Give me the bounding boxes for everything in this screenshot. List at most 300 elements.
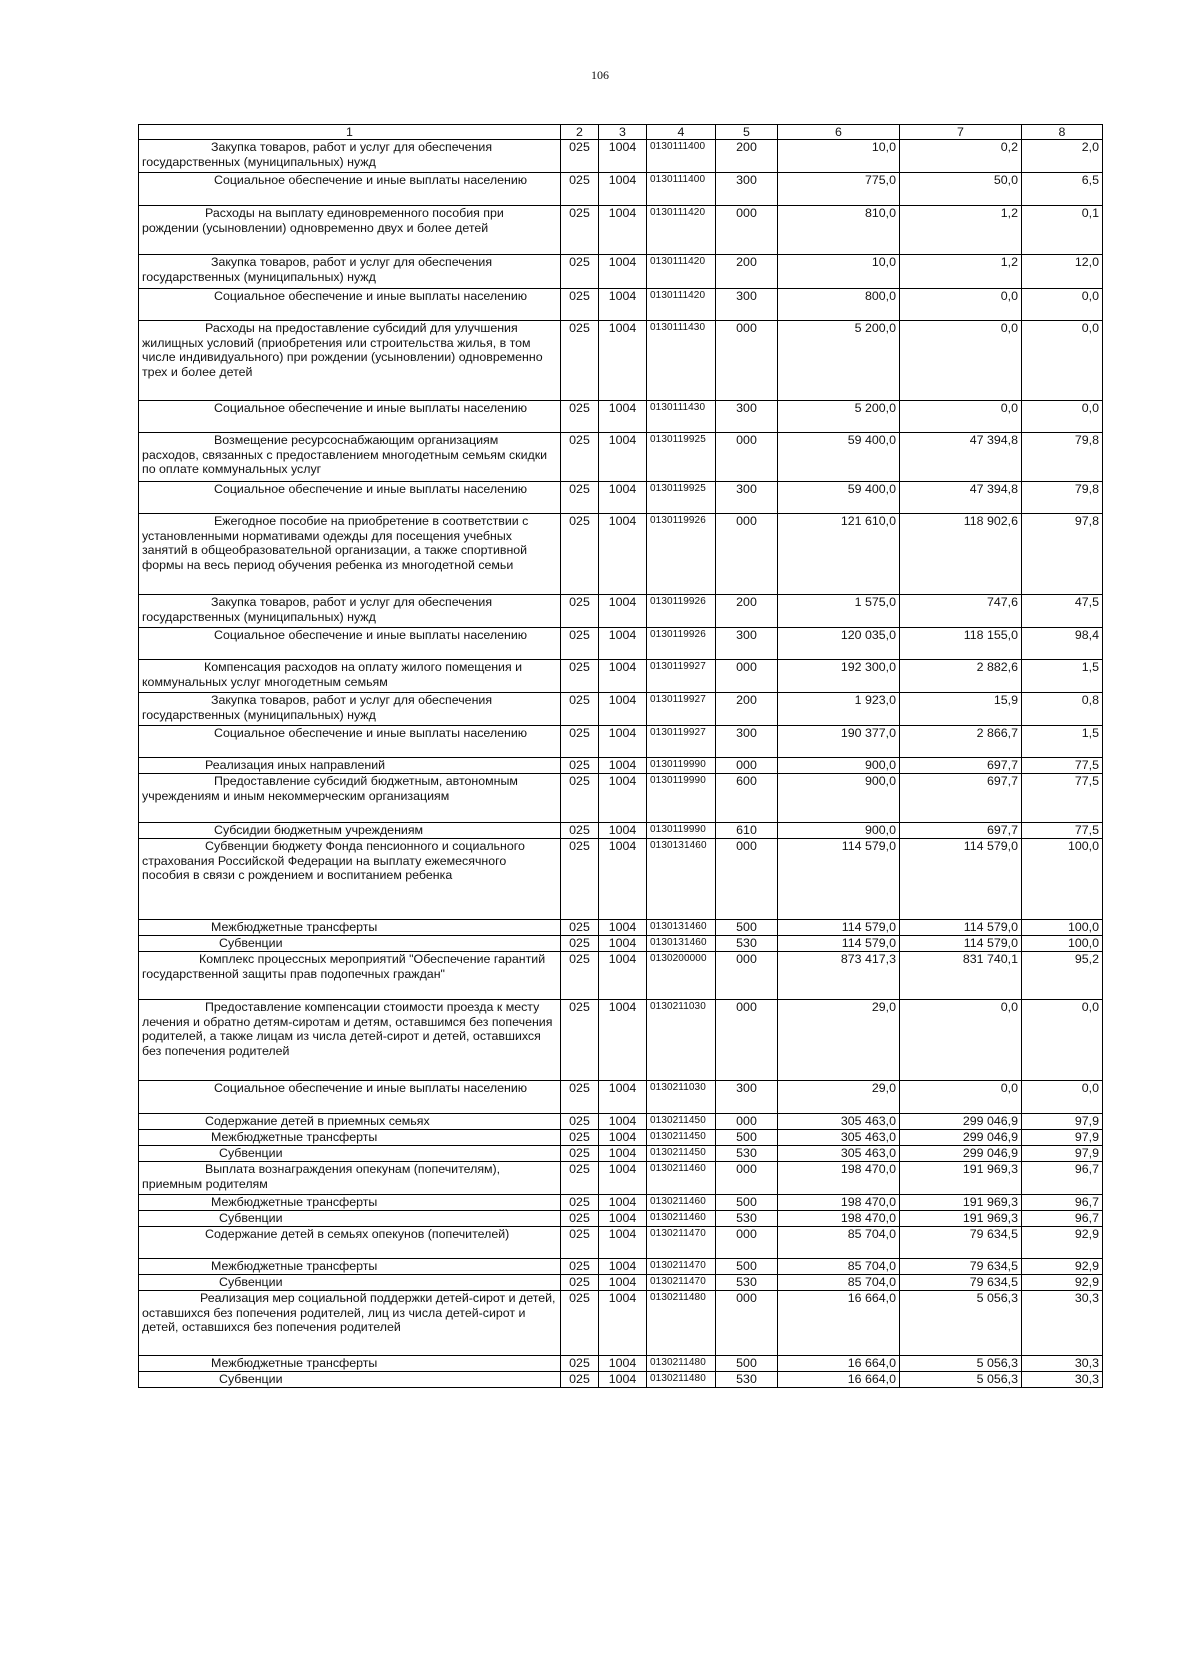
cell-col-5: 530	[716, 1146, 778, 1162]
cell-col-7: 299 046,9	[900, 1130, 1022, 1146]
table-row	[139, 952, 1103, 1000]
table-row	[139, 206, 1103, 255]
table-row	[139, 823, 1103, 839]
table-row	[139, 595, 1103, 628]
cell-col-3: 1004	[599, 595, 647, 628]
table-row	[139, 1259, 1103, 1275]
cell-col-2: 025	[561, 433, 599, 482]
row-description: Межбюджетные трансферты	[139, 920, 561, 936]
cell-col-6: 16 664,0	[778, 1291, 900, 1356]
cell-col-2: 025	[561, 823, 599, 839]
cell-col-3: 1004	[599, 920, 647, 936]
cell-col-6: 10,0	[778, 255, 900, 289]
cell-col-2: 025	[561, 1275, 599, 1291]
table-row	[139, 920, 1103, 936]
cell-col-8: 2,0	[1022, 140, 1103, 173]
budget-table	[138, 124, 1103, 1388]
table-row	[139, 1227, 1103, 1259]
cell-col-4: 0130119926	[647, 595, 716, 628]
cell-col-3: 1004	[599, 140, 647, 173]
cell-col-6: 5 200,0	[778, 321, 900, 401]
cell-col-4: 0130111400	[647, 173, 716, 206]
cell-col-6: 900,0	[778, 823, 900, 839]
table-row	[139, 726, 1103, 758]
cell-col-3: 1004	[599, 1211, 647, 1227]
cell-col-7: 47 394,8	[900, 433, 1022, 482]
row-description: Социальное обеспечение и иные выплаты населению	[139, 628, 561, 660]
cell-col-8: 0,8	[1022, 693, 1103, 726]
cell-col-8: 100,0	[1022, 936, 1103, 952]
table-row	[139, 774, 1103, 823]
cell-col-7: 15,9	[900, 693, 1022, 726]
cell-col-7: 79 634,5	[900, 1259, 1022, 1275]
cell-col-8: 92,9	[1022, 1259, 1103, 1275]
cell-col-4: 0130200000	[647, 952, 716, 1000]
row-description: Содержание детей в семьях опекунов (попечителей)	[139, 1227, 561, 1259]
cell-col-2: 025	[561, 1372, 599, 1388]
cell-col-5: 300	[716, 1081, 778, 1114]
row-description: Межбюджетные трансферты	[139, 1356, 561, 1372]
cell-col-6: 900,0	[778, 758, 900, 774]
cell-col-8: 47,5	[1022, 595, 1103, 628]
table-row	[139, 1000, 1103, 1081]
cell-col-6: 10,0	[778, 140, 900, 173]
cell-col-7: 118 902,6	[900, 514, 1022, 595]
row-description: Предоставление компенсации стоимости проезда к месту лечения и обратно детям-сиротам и детям, оставшимся без попечения родителей, а также лицам из числа детей-сирот и детей, оставшихся без попечения родителей	[139, 1000, 561, 1081]
cell-col-8: 100,0	[1022, 839, 1103, 920]
cell-col-6: 16 664,0	[778, 1372, 900, 1388]
cell-col-4: 0130131460	[647, 936, 716, 952]
column-header: 5	[716, 125, 778, 140]
cell-col-2: 025	[561, 401, 599, 433]
cell-col-7: 191 969,3	[900, 1162, 1022, 1195]
table-row	[139, 140, 1103, 173]
row-description: Возмещение ресурсоснабжающим организациям расходов, связанных с предоставлением многодетным семьям скидки по оплате коммунальных услуг	[139, 433, 561, 482]
cell-col-8: 96,7	[1022, 1211, 1103, 1227]
cell-col-3: 1004	[599, 774, 647, 823]
cell-col-4: 0130119925	[647, 433, 716, 482]
row-description: Субвенции бюджету Фонда пенсионного и социального страхования Российской Федерации на выплату ежемесячного пособия в связи с рождением и воспитанием ребенка	[139, 839, 561, 920]
cell-col-4: 0130211450	[647, 1114, 716, 1130]
cell-col-5: 610	[716, 823, 778, 839]
cell-col-7: 0,2	[900, 140, 1022, 173]
row-description: Социальное обеспечение и иные выплаты населению	[139, 1081, 561, 1114]
cell-col-2: 025	[561, 936, 599, 952]
row-description: Ежегодное пособие на приобретение в соответствии с установленными нормативами одежды для посещения учебных занятий в общеобразовательной организации, а также спортивной формы на весь период обучения ребенка из многодетной семьи	[139, 514, 561, 595]
cell-col-3: 1004	[599, 1372, 647, 1388]
cell-col-8: 77,5	[1022, 774, 1103, 823]
table-row	[139, 433, 1103, 482]
cell-col-2: 025	[561, 1356, 599, 1372]
cell-col-3: 1004	[599, 1195, 647, 1211]
cell-col-5: 000	[716, 1000, 778, 1081]
cell-col-7: 191 969,3	[900, 1195, 1022, 1211]
cell-col-3: 1004	[599, 1356, 647, 1372]
cell-col-7: 831 740,1	[900, 952, 1022, 1000]
cell-col-4: 0130119927	[647, 660, 716, 693]
cell-col-2: 025	[561, 952, 599, 1000]
cell-col-6: 120 035,0	[778, 628, 900, 660]
cell-col-4: 0130119990	[647, 758, 716, 774]
cell-col-4: 0130211460	[647, 1211, 716, 1227]
cell-col-6: 85 704,0	[778, 1275, 900, 1291]
cell-col-6: 900,0	[778, 774, 900, 823]
cell-col-6: 198 470,0	[778, 1211, 900, 1227]
cell-col-5: 000	[716, 758, 778, 774]
cell-col-5: 530	[716, 936, 778, 952]
cell-col-3: 1004	[599, 1130, 647, 1146]
cell-col-5: 530	[716, 1211, 778, 1227]
cell-col-2: 025	[561, 173, 599, 206]
cell-col-4: 0130211460	[647, 1195, 716, 1211]
cell-col-5: 500	[716, 1130, 778, 1146]
cell-col-7: 5 056,3	[900, 1372, 1022, 1388]
table-row	[139, 1081, 1103, 1114]
cell-col-7: 118 155,0	[900, 628, 1022, 660]
row-description: Субвенции	[139, 1372, 561, 1388]
cell-col-7: 79 634,5	[900, 1227, 1022, 1259]
cell-col-8: 0,0	[1022, 1000, 1103, 1081]
cell-col-2: 025	[561, 1146, 599, 1162]
page-number: 106	[591, 68, 609, 82]
cell-col-6: 114 579,0	[778, 920, 900, 936]
cell-col-3: 1004	[599, 693, 647, 726]
table-row	[139, 839, 1103, 920]
cell-col-2: 025	[561, 514, 599, 595]
cell-col-8: 97,9	[1022, 1130, 1103, 1146]
cell-col-4: 0130211030	[647, 1000, 716, 1081]
cell-col-4: 0130119926	[647, 514, 716, 595]
cell-col-3: 1004	[599, 1227, 647, 1259]
cell-col-8: 77,5	[1022, 823, 1103, 839]
cell-col-5: 300	[716, 726, 778, 758]
row-description: Содержание детей в приемных семьях	[139, 1114, 561, 1130]
cell-col-3: 1004	[599, 1081, 647, 1114]
cell-col-8: 6,5	[1022, 173, 1103, 206]
cell-col-3: 1004	[599, 433, 647, 482]
cell-col-3: 1004	[599, 173, 647, 206]
row-description: Субвенции	[139, 1146, 561, 1162]
table-row	[139, 1372, 1103, 1388]
row-description: Межбюджетные трансферты	[139, 1195, 561, 1211]
cell-col-3: 1004	[599, 1275, 647, 1291]
cell-col-5: 200	[716, 140, 778, 173]
cell-col-4: 0130111400	[647, 140, 716, 173]
cell-col-5: 200	[716, 595, 778, 628]
cell-col-5: 500	[716, 1356, 778, 1372]
cell-col-7: 114 579,0	[900, 839, 1022, 920]
cell-col-4: 0130111430	[647, 321, 716, 401]
cell-col-6: 305 463,0	[778, 1130, 900, 1146]
cell-col-4: 0130119926	[647, 628, 716, 660]
cell-col-3: 1004	[599, 289, 647, 321]
cell-col-2: 025	[561, 206, 599, 255]
cell-col-2: 025	[561, 595, 599, 628]
row-description: Межбюджетные трансферты	[139, 1130, 561, 1146]
cell-col-2: 025	[561, 660, 599, 693]
cell-col-7: 47 394,8	[900, 482, 1022, 514]
cell-col-2: 025	[561, 1114, 599, 1130]
row-description: Закупка товаров, работ и услуг для обеспечения государственных (муниципальных) нужд	[139, 595, 561, 628]
table-row	[139, 514, 1103, 595]
cell-col-5: 000	[716, 839, 778, 920]
cell-col-5: 500	[716, 1259, 778, 1275]
cell-col-2: 025	[561, 1162, 599, 1195]
row-description: Расходы на предоставление субсидий для улучшения жилищных условий (приобретения или строительства жилья, в том числе индивидуального) при рождении (усыновлении) одновременно трех и более детей	[139, 321, 561, 401]
cell-col-5: 000	[716, 433, 778, 482]
cell-col-3: 1004	[599, 321, 647, 401]
cell-col-5: 200	[716, 255, 778, 289]
row-description: Выплата вознаграждения опекунам (попечителям), приемным родителям	[139, 1162, 561, 1195]
cell-col-7: 0,0	[900, 401, 1022, 433]
cell-col-3: 1004	[599, 823, 647, 839]
cell-col-4: 0130211450	[647, 1146, 716, 1162]
cell-col-8: 0,0	[1022, 401, 1103, 433]
cell-col-6: 121 610,0	[778, 514, 900, 595]
cell-col-2: 025	[561, 255, 599, 289]
row-description: Социальное обеспечение и иные выплаты населению	[139, 173, 561, 206]
table-row	[139, 1211, 1103, 1227]
cell-col-5: 530	[716, 1372, 778, 1388]
cell-col-7: 50,0	[900, 173, 1022, 206]
cell-col-6: 775,0	[778, 173, 900, 206]
cell-col-6: 810,0	[778, 206, 900, 255]
row-description: Закупка товаров, работ и услуг для обеспечения государственных (муниципальных) нужд	[139, 255, 561, 289]
cell-col-3: 1004	[599, 1114, 647, 1130]
cell-col-8: 97,9	[1022, 1114, 1103, 1130]
cell-col-8: 92,9	[1022, 1227, 1103, 1259]
cell-col-6: 29,0	[778, 1000, 900, 1081]
cell-col-4: 0130111420	[647, 206, 716, 255]
column-header: 8	[1022, 125, 1103, 140]
column-header: 3	[599, 125, 647, 140]
cell-col-6: 59 400,0	[778, 482, 900, 514]
cell-col-7: 5 056,3	[900, 1291, 1022, 1356]
row-description: Социальное обеспечение и иные выплаты населению	[139, 482, 561, 514]
row-description: Социальное обеспечение и иные выплаты населению	[139, 726, 561, 758]
cell-col-7: 114 579,0	[900, 920, 1022, 936]
cell-col-8: 97,8	[1022, 514, 1103, 595]
cell-col-2: 025	[561, 321, 599, 401]
cell-col-6: 59 400,0	[778, 433, 900, 482]
cell-col-8: 96,7	[1022, 1195, 1103, 1211]
cell-col-3: 1004	[599, 401, 647, 433]
cell-col-4: 0130119927	[647, 693, 716, 726]
cell-col-8: 79,8	[1022, 433, 1103, 482]
cell-col-5: 300	[716, 401, 778, 433]
header-row	[139, 125, 1103, 140]
cell-col-4: 0130119990	[647, 774, 716, 823]
cell-col-8: 98,4	[1022, 628, 1103, 660]
cell-col-4: 0130131460	[647, 920, 716, 936]
cell-col-3: 1004	[599, 758, 647, 774]
column-header: 7	[900, 125, 1022, 140]
table-row	[139, 1356, 1103, 1372]
row-description: Реализация мер социальной поддержки детей-сирот и детей, оставшихся без попечения родителей, лиц из числа детей-сирот и детей, оставшихся без попечения родителей	[139, 1291, 561, 1356]
cell-col-5: 300	[716, 482, 778, 514]
cell-col-2: 025	[561, 628, 599, 660]
cell-col-3: 1004	[599, 936, 647, 952]
cell-col-2: 025	[561, 758, 599, 774]
cell-col-8: 100,0	[1022, 920, 1103, 936]
cell-col-6: 190 377,0	[778, 726, 900, 758]
cell-col-6: 192 300,0	[778, 660, 900, 693]
cell-col-6: 305 463,0	[778, 1146, 900, 1162]
table-row	[139, 289, 1103, 321]
column-header: 4	[647, 125, 716, 140]
cell-col-6: 305 463,0	[778, 1114, 900, 1130]
cell-col-2: 025	[561, 839, 599, 920]
cell-col-2: 025	[561, 920, 599, 936]
cell-col-7: 697,7	[900, 758, 1022, 774]
cell-col-4: 0130211030	[647, 1081, 716, 1114]
table-row	[139, 321, 1103, 401]
table-row	[139, 255, 1103, 289]
table-row	[139, 1130, 1103, 1146]
cell-col-7: 191 969,3	[900, 1211, 1022, 1227]
cell-col-2: 025	[561, 774, 599, 823]
cell-col-3: 1004	[599, 255, 647, 289]
cell-col-2: 025	[561, 140, 599, 173]
table-row	[139, 693, 1103, 726]
cell-col-8: 95,2	[1022, 952, 1103, 1000]
cell-col-3: 1004	[599, 1146, 647, 1162]
table-row	[139, 173, 1103, 206]
cell-col-2: 025	[561, 289, 599, 321]
cell-col-7: 114 579,0	[900, 936, 1022, 952]
cell-col-7: 0,0	[900, 289, 1022, 321]
cell-col-8: 0,0	[1022, 289, 1103, 321]
cell-col-4: 0130111420	[647, 289, 716, 321]
cell-col-5: 530	[716, 1275, 778, 1291]
row-description: Компенсация расходов на оплату жилого помещения и коммунальных услуг многодетным семьям	[139, 660, 561, 693]
cell-col-2: 025	[561, 693, 599, 726]
cell-col-6: 16 664,0	[778, 1356, 900, 1372]
cell-col-3: 1004	[599, 726, 647, 758]
cell-col-7: 79 634,5	[900, 1275, 1022, 1291]
row-description: Предоставление субсидий бюджетным, автономным учреждениям и иным некоммерческим организациям	[139, 774, 561, 823]
table-row	[139, 1275, 1103, 1291]
cell-col-8: 97,9	[1022, 1146, 1103, 1162]
cell-col-8: 96,7	[1022, 1162, 1103, 1195]
row-description: Субсидии бюджетным учреждениям	[139, 823, 561, 839]
cell-col-3: 1004	[599, 1291, 647, 1356]
cell-col-7: 2 866,7	[900, 726, 1022, 758]
table-row	[139, 758, 1103, 774]
table-row	[139, 660, 1103, 693]
cell-col-3: 1004	[599, 1259, 647, 1275]
row-description: Субвенции	[139, 936, 561, 952]
cell-col-5: 000	[716, 660, 778, 693]
cell-col-7: 1,2	[900, 206, 1022, 255]
cell-col-8: 0,0	[1022, 321, 1103, 401]
cell-col-3: 1004	[599, 839, 647, 920]
cell-col-4: 0130111430	[647, 401, 716, 433]
cell-col-4: 0130211470	[647, 1275, 716, 1291]
cell-col-2: 025	[561, 1227, 599, 1259]
cell-col-8: 92,9	[1022, 1275, 1103, 1291]
cell-col-7: 299 046,9	[900, 1146, 1022, 1162]
table-row	[139, 1291, 1103, 1356]
cell-col-4: 0130211450	[647, 1130, 716, 1146]
cell-col-2: 025	[561, 1195, 599, 1211]
table-row	[139, 482, 1103, 514]
cell-col-2: 025	[561, 1259, 599, 1275]
table-row	[139, 1162, 1103, 1195]
cell-col-5: 300	[716, 628, 778, 660]
row-description: Субвенции	[139, 1211, 561, 1227]
cell-col-8: 0,0	[1022, 1081, 1103, 1114]
cell-col-8: 30,3	[1022, 1372, 1103, 1388]
cell-col-3: 1004	[599, 482, 647, 514]
cell-col-7: 747,6	[900, 595, 1022, 628]
cell-col-2: 025	[561, 482, 599, 514]
cell-col-6: 5 200,0	[778, 401, 900, 433]
row-description: Социальное обеспечение и иные выплаты населению	[139, 401, 561, 433]
table-row	[139, 1114, 1103, 1130]
cell-col-2: 025	[561, 726, 599, 758]
row-description: Расходы на выплату единовременного пособия при рождении (усыновлении) одновременно двух и более детей	[139, 206, 561, 255]
cell-col-2: 025	[561, 1130, 599, 1146]
cell-col-4: 0130211470	[647, 1259, 716, 1275]
cell-col-5: 000	[716, 1162, 778, 1195]
cell-col-5: 000	[716, 1114, 778, 1130]
cell-col-3: 1004	[599, 1162, 647, 1195]
cell-col-4: 0130131460	[647, 839, 716, 920]
cell-col-8: 30,3	[1022, 1291, 1103, 1356]
cell-col-3: 1004	[599, 514, 647, 595]
table-row	[139, 628, 1103, 660]
cell-col-3: 1004	[599, 952, 647, 1000]
cell-col-2: 025	[561, 1081, 599, 1114]
row-description: Межбюджетные трансферты	[139, 1259, 561, 1275]
cell-col-5: 500	[716, 920, 778, 936]
cell-col-6: 198 470,0	[778, 1195, 900, 1211]
cell-col-4: 0130211480	[647, 1291, 716, 1356]
cell-col-8: 0,1	[1022, 206, 1103, 255]
cell-col-8: 1,5	[1022, 726, 1103, 758]
cell-col-7: 299 046,9	[900, 1114, 1022, 1130]
cell-col-4: 0130111420	[647, 255, 716, 289]
cell-col-6: 85 704,0	[778, 1259, 900, 1275]
cell-col-3: 1004	[599, 1000, 647, 1081]
row-description: Социальное обеспечение и иные выплаты населению	[139, 289, 561, 321]
cell-col-6: 800,0	[778, 289, 900, 321]
cell-col-6: 85 704,0	[778, 1227, 900, 1259]
cell-col-4: 0130211470	[647, 1227, 716, 1259]
cell-col-3: 1004	[599, 628, 647, 660]
cell-col-5: 200	[716, 693, 778, 726]
cell-col-8: 77,5	[1022, 758, 1103, 774]
cell-col-8: 79,8	[1022, 482, 1103, 514]
table-row	[139, 936, 1103, 952]
cell-col-5: 000	[716, 206, 778, 255]
column-header: 1	[139, 125, 561, 140]
cell-col-5: 600	[716, 774, 778, 823]
cell-col-3: 1004	[599, 206, 647, 255]
cell-col-6: 29,0	[778, 1081, 900, 1114]
cell-col-7: 2 882,6	[900, 660, 1022, 693]
cell-col-7: 697,7	[900, 823, 1022, 839]
cell-col-5: 000	[716, 1291, 778, 1356]
row-description: Закупка товаров, работ и услуг для обеспечения государственных (муниципальных) нужд	[139, 693, 561, 726]
cell-col-6: 114 579,0	[778, 936, 900, 952]
table-body	[139, 140, 1103, 1388]
row-description: Закупка товаров, работ и услуг для обеспечения государственных (муниципальных) нужд	[139, 140, 561, 173]
cell-col-6: 1 923,0	[778, 693, 900, 726]
table-row	[139, 1195, 1103, 1211]
cell-col-6: 114 579,0	[778, 839, 900, 920]
